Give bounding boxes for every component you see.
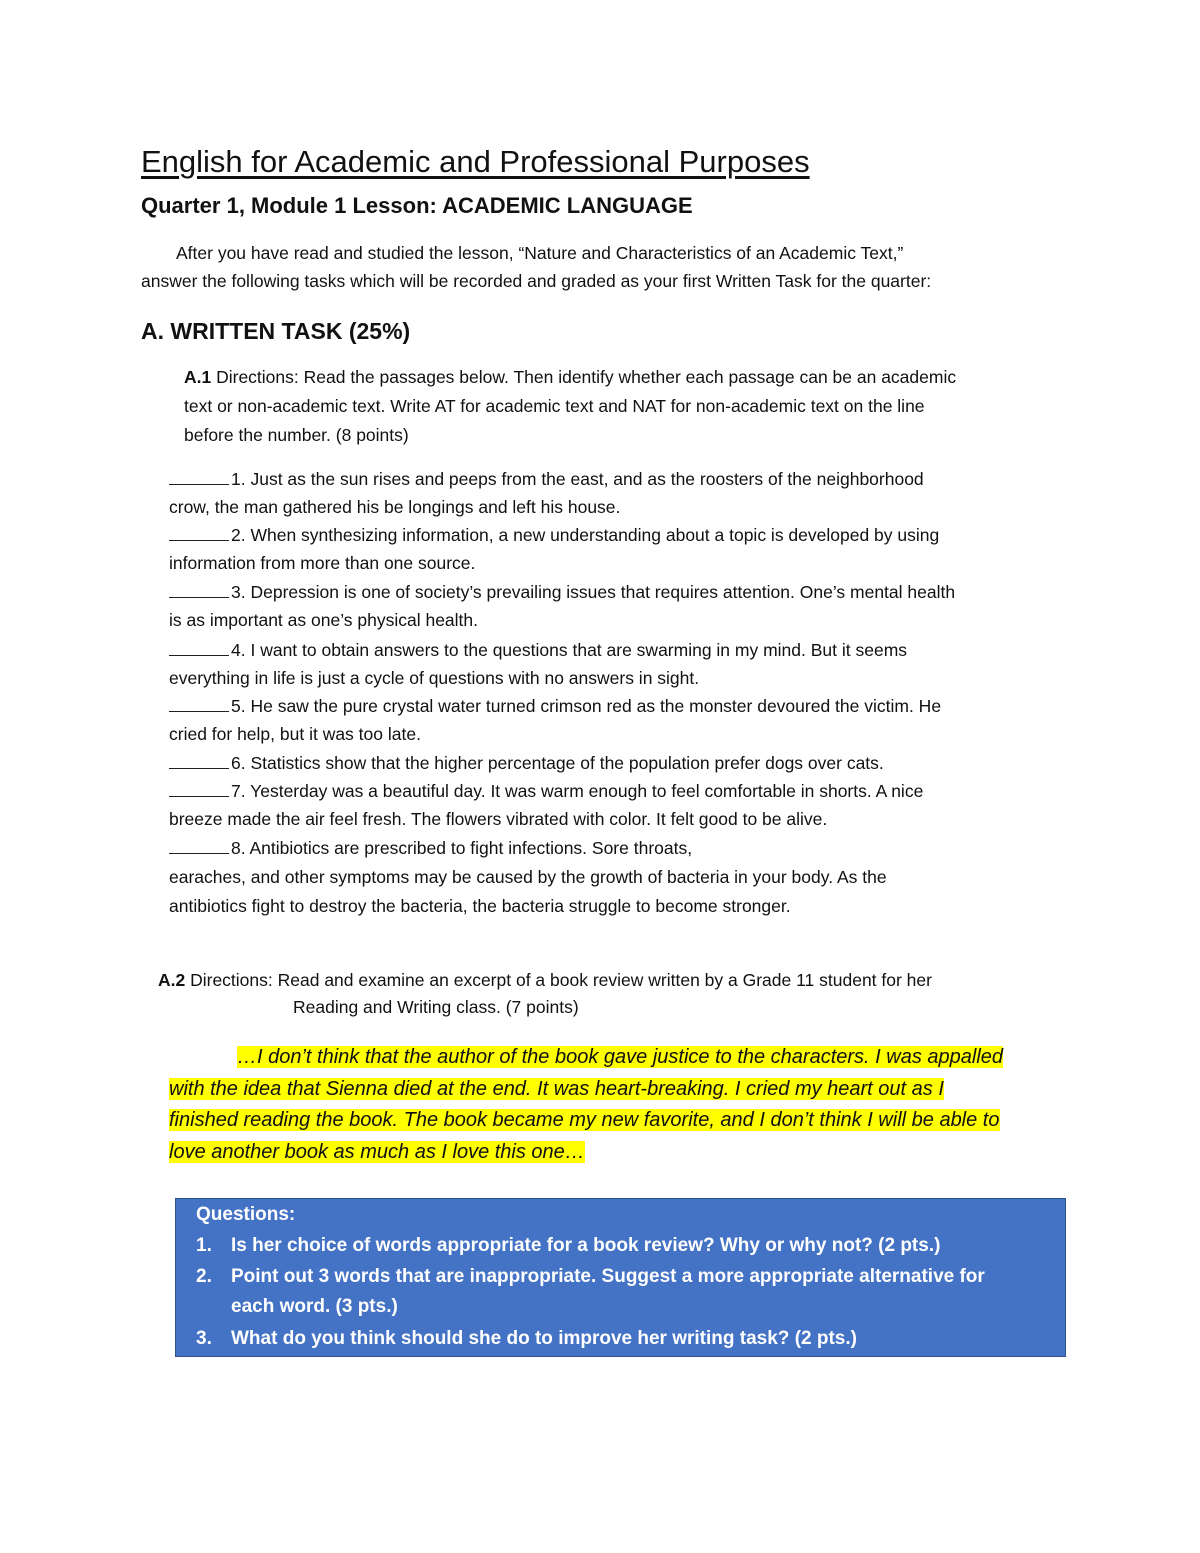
item-number: 5. [231, 696, 246, 716]
answer-blank[interactable] [169, 641, 229, 656]
item-number: 2. [231, 525, 246, 545]
item-number: 6. [231, 753, 246, 773]
answer-blank[interactable] [169, 782, 229, 797]
list-item [169, 753, 884, 774]
item-text: Yesterday was a beautiful day. It was warm enough to feel comfortable in shorts. A nice [245, 781, 924, 801]
a2-directions-text: Directions: Read and examine an excerpt of a book review written by a Grade 11 student for her [185, 970, 932, 990]
item-text: Depression is one of society’s prevailing issues that requires attention. One’s mental health [245, 582, 956, 602]
question-number: 2. [196, 1266, 212, 1287]
quote-line [169, 1109, 1000, 1132]
a2-label: A.2 [158, 970, 186, 990]
item-text: Statistics show that the higher percentage of the population prefer dogs over cats. [245, 753, 884, 773]
quote-highlight: finished reading the book. The book became my new favorite, and I don’t think I will be able to [169, 1109, 1000, 1131]
a1-label: A.1 [184, 367, 212, 387]
answer-blank[interactable] [169, 526, 229, 541]
list-item [169, 781, 923, 802]
question-text-continuation: each word. (3 pts.) [231, 1296, 398, 1317]
list-item [169, 525, 939, 546]
a1-directions-text: Directions: Read the passages below. Then identify whether each passage can be an academic [211, 367, 957, 387]
lesson-subtitle: Quarter 1, Module 1 Lesson: ACADEMIC LANGUAGE [141, 193, 693, 218]
a1-directions-line-3: before the number. (8 points) [184, 425, 409, 445]
list-item [169, 582, 955, 603]
item-text: When synthesizing information, a new understanding about a topic is developed by using [245, 525, 940, 545]
item-number: 8. [231, 838, 246, 858]
item-text: He saw the pure crystal water turned crimson red as the monster devoured the victim. He [245, 696, 942, 716]
item-number: 4. [231, 640, 246, 660]
questions-heading: Questions: [196, 1204, 296, 1225]
item-continuation: crow, the man gathered his be longings and left his house. [169, 497, 621, 517]
question-text: Point out 3 words that are inappropriate. Suggest a more appropriate alternative for [231, 1266, 985, 1287]
list-item [169, 469, 924, 490]
quote-highlight: love another book as much as I love this one… [169, 1141, 585, 1163]
quote-line [169, 1078, 944, 1101]
item-continuation: cried for help, but it was too late. [169, 724, 421, 744]
item-text: Antibiotics are prescribed to fight infections. Sore throats, [245, 838, 693, 858]
item-continuation: breeze made the air feel fresh. The flowers vibrated with color. It felt good to be alive. [169, 809, 828, 829]
item-continuation: information from more than one source. [169, 553, 476, 573]
document-title: English for Academic and Professional Purposes [141, 144, 810, 179]
item-number: 3. [231, 582, 246, 602]
a2-directions-line-2: Reading and Writing class. (7 points) [293, 997, 579, 1017]
answer-blank[interactable] [169, 754, 229, 769]
question-number: 1. [196, 1235, 212, 1256]
a2-directions-line-1 [158, 970, 932, 991]
answer-blank[interactable] [169, 583, 229, 598]
question-text: Is her choice of words appropriate for a book review? Why or why not? (2 pts.) [231, 1235, 941, 1256]
quote-line [169, 1141, 585, 1164]
section-heading: A. WRITTEN TASK (25%) [141, 318, 411, 344]
item-continuation: earaches, and other symptoms may be caused by the growth of bacteria in your body. As the [169, 867, 887, 887]
a1-directions-line-1 [184, 367, 956, 388]
intro-line-2: answer the following tasks which will be recorded and graded as your first Written Task for the quarter: [141, 271, 932, 291]
question-number: 3. [196, 1328, 212, 1349]
answer-blank[interactable] [169, 697, 229, 712]
item-text: Just as the sun rises and peeps from the east, and as the roosters of the neighborhood [245, 469, 924, 489]
answer-blank[interactable] [169, 839, 229, 854]
intro-line-1: After you have read and studied the lesson, “Nature and Characteristics of an Academic Text,” [176, 243, 904, 263]
item-number: 7. [231, 781, 246, 801]
answer-blank[interactable] [169, 470, 229, 485]
item-number: 1. [231, 469, 246, 489]
question-text: What do you think should she do to improve her writing task? (2 pts.) [231, 1328, 857, 1349]
item-continuation: antibiotics fight to destroy the bacteria, the bacteria struggle to become stronger. [169, 896, 791, 916]
item-continuation: everything in life is just a cycle of questions with no answers in sight. [169, 668, 700, 688]
quote-highlight: …I don’t think that the author of the book gave justice to the characters. I was appalled [237, 1046, 1004, 1068]
item-text: I want to obtain answers to the questions that are swarming in my mind. But it seems [245, 640, 908, 660]
a1-directions-line-2: text or non-academic text. Write AT for academic text and NAT for non-academic text on the line [184, 396, 925, 416]
quote-line [237, 1046, 1003, 1069]
questions-box [175, 1198, 1066, 1357]
quote-highlight: with the idea that Sienna died at the end. It was heart-breaking. I cried my heart out as I [169, 1078, 944, 1100]
list-item [169, 838, 692, 859]
item-continuation: is as important as one’s physical health. [169, 610, 479, 630]
list-item [169, 640, 907, 661]
list-item [169, 696, 941, 717]
